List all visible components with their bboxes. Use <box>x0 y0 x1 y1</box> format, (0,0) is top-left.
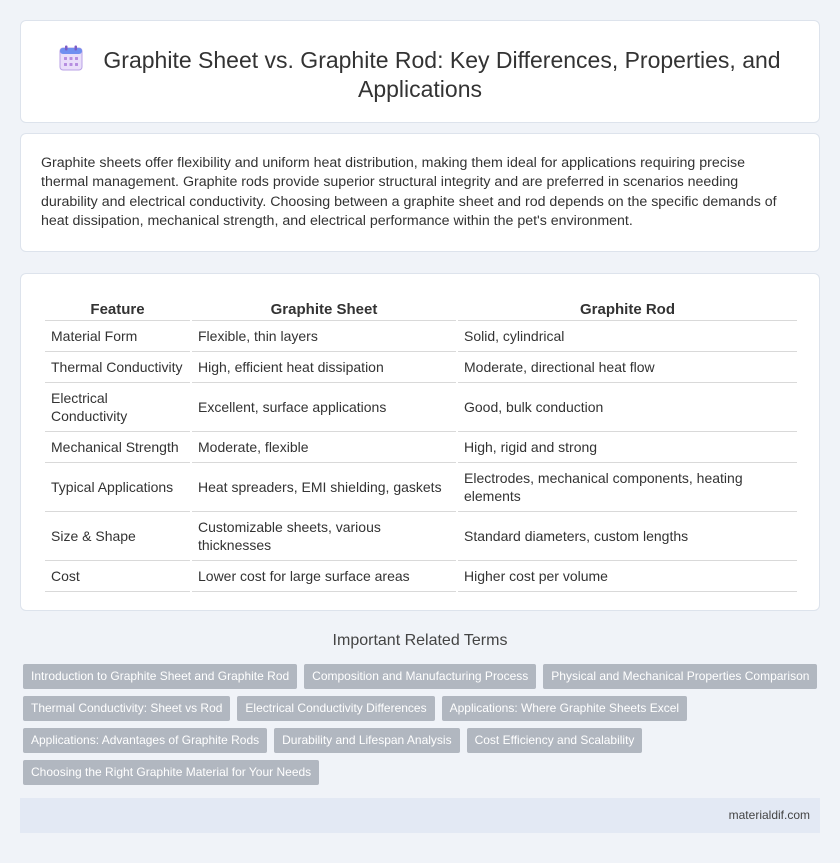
related-term-tag[interactable]: Cost Efficiency and Scalability <box>467 728 643 753</box>
footer <box>20 798 820 833</box>
tag-row <box>23 760 823 785</box>
footer-site-link[interactable]: materialdif.com <box>728 808 810 822</box>
table-cell-rod: Higher cost per volume <box>458 561 797 592</box>
table-cell-feature: Cost <box>45 561 190 592</box>
intro-card <box>20 133 820 252</box>
column-header-graphite-sheet: Graphite Sheet <box>192 294 456 321</box>
related-term-tag[interactable]: Thermal Conductivity: Sheet vs Rod <box>23 696 230 721</box>
column-header-graphite-rod: Graphite Rod <box>458 294 797 321</box>
table-row <box>45 561 797 592</box>
table-cell-sheet: Heat spreaders, EMI shielding, gaskets <box>192 463 456 512</box>
title-card <box>20 20 820 123</box>
intro-paragraph: Graphite sheets offer flexibility and uniform heat distribution, making them ideal for applications requiring precise thermal management. Graphite rods provide superior structural integrity and are preferred in scenarios needing durability and electrical conductivity. Choosing between a graphite sheet and rod depends on the specific demands of heat dissipation, mechanical strength, and electrical performance within the pet's environment. <box>41 155 777 230</box>
calendar-icon <box>59 45 83 71</box>
table-cell-rod: Good, bulk conduction <box>458 383 797 432</box>
column-header-feature: Feature <box>45 294 190 321</box>
table-cell-rod: High, rigid and strong <box>458 432 797 463</box>
table-cell-rod: Electrodes, mechanical components, heating elements <box>458 463 797 512</box>
table-cell-sheet: High, efficient heat dissipation <box>192 352 456 383</box>
table-cell-sheet: Excellent, surface applications <box>192 383 456 432</box>
related-term-tag[interactable]: Introduction to Graphite Sheet and Graphite Rod <box>23 664 297 689</box>
related-term-tag[interactable]: Applications: Advantages of Graphite Rods <box>23 728 267 753</box>
table-row <box>45 432 797 463</box>
table-cell-feature: Size & Shape <box>45 512 190 561</box>
table-cell-rod: Standard diameters, custom lengths <box>458 512 797 561</box>
related-term-tag[interactable]: Applications: Where Graphite Sheets Excel <box>442 696 687 721</box>
table-row <box>45 321 797 352</box>
table-cell-feature: Electrical Conductivity <box>45 383 190 432</box>
table-cell-sheet: Moderate, flexible <box>192 432 456 463</box>
related-term-tag[interactable]: Electrical Conductivity Differences <box>237 696 434 721</box>
table-cell-feature: Typical Applications <box>45 463 190 512</box>
table-cell-feature: Thermal Conductivity <box>45 352 190 383</box>
table-cell-sheet: Lower cost for large surface areas <box>192 561 456 592</box>
table-row <box>45 352 797 383</box>
comparison-table <box>43 294 799 592</box>
table-cell-feature: Mechanical Strength <box>45 432 190 463</box>
page-title-text: Graphite Sheet vs. Graphite Rod: Key Differences, Properties, and Applications <box>103 47 781 102</box>
tag-row <box>23 664 823 689</box>
table-cell-sheet: Flexible, thin layers <box>192 321 456 352</box>
table-cell-rod: Moderate, directional heat flow <box>458 352 797 383</box>
table-row <box>45 383 797 432</box>
page-title <box>51 45 789 104</box>
tag-row <box>23 728 823 753</box>
related-term-tag[interactable]: Physical and Mechanical Properties Comparison <box>543 664 817 689</box>
related-term-tag[interactable]: Durability and Lifespan Analysis <box>274 728 459 753</box>
table-cell-feature: Material Form <box>45 321 190 352</box>
table-header-row <box>45 294 797 321</box>
table-cell-rod: Solid, cylindrical <box>458 321 797 352</box>
related-terms-heading: Important Related Terms <box>332 632 508 649</box>
related-terms-tags <box>23 664 823 792</box>
table-row <box>45 512 797 561</box>
table-row <box>45 463 797 512</box>
related-term-tag[interactable]: Choosing the Right Graphite Material for Your Needs <box>23 760 319 785</box>
tag-row <box>23 696 823 721</box>
table-cell-sheet: Customizable sheets, various thicknesses <box>192 512 456 561</box>
comparison-table-card <box>20 273 820 611</box>
related-term-tag[interactable]: Composition and Manufacturing Process <box>304 664 536 689</box>
